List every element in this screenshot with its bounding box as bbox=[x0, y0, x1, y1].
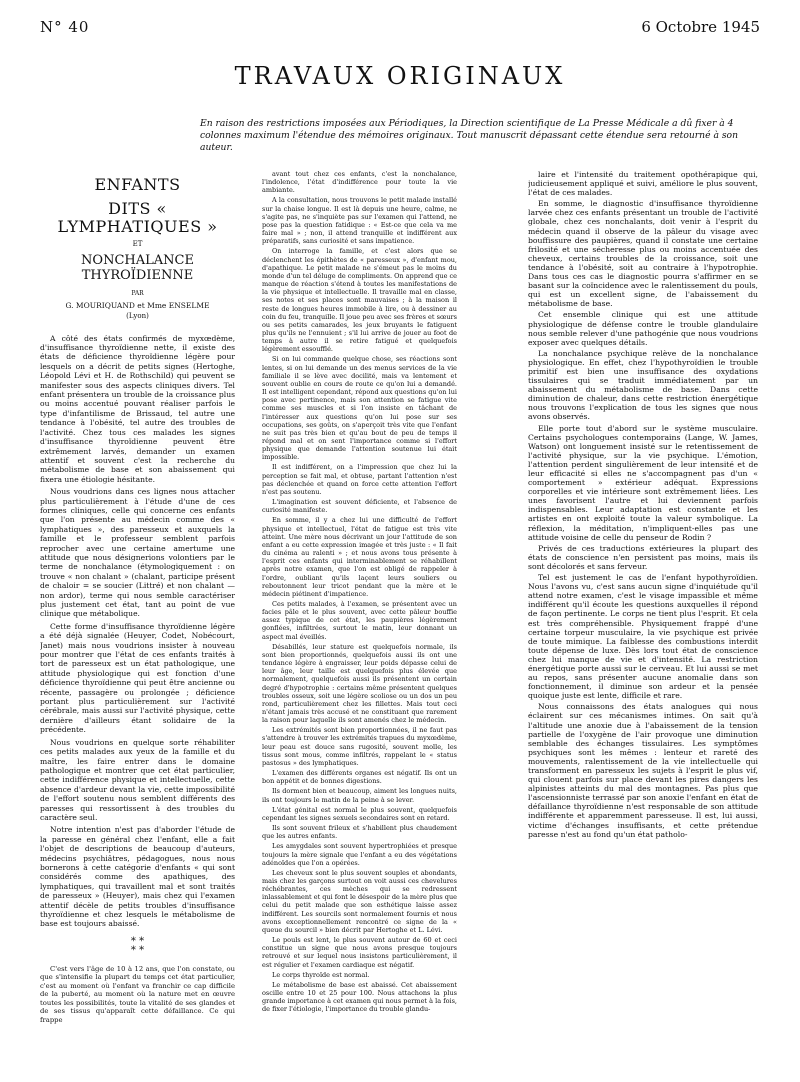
paragraph: Le corps thyroïde est normal. bbox=[272, 970, 370, 979]
paragraph: Le pouls est lent, le plus souvent autour de 60 et ceci constitue un signe que nous avons presque toujours retrouvé et sur lequel nous insistons particulièrement, il est régulier et l'examen cardiaque est négatif. bbox=[262, 936, 457, 969]
paragraph: Ces petits malades, à l'examen, se présentent avec un facies pâle et le plus souvent, avec cette pâleur bouffie assez typique de cet état, les paupières légèrement gonflées, infiltrées, surtout le matin, leur donnant un aspect mal éveillés. bbox=[262, 599, 457, 641]
paragraph: Ils sont souvent frileux et s'habillent plus chaudement que les autres enfants. bbox=[262, 824, 457, 841]
paragraph: L'état génital est normal le plus souvent, quelquefois cependant les signes sexuels secondaires sont en retard. bbox=[262, 805, 457, 822]
issue-number: N° 40 bbox=[40, 18, 90, 36]
article-subtitle: NONCHALANCE THYROÏDIENNE bbox=[81, 253, 194, 284]
paragraph: Les cheveux sont le plus souvent souples et abondants, mais chez les garçons surtout on voit aussi ces chevelures réchébrantes, ces mèches qui se redressent inlassablement et qui font le désespoir de la mère plus que celui du petit malade que son esthétique laisse assez indifférent. Les sourcils sont normalement fournis et nous avons exceptionnellement rencontré ce signe de la « queue du sourcil » bien décrit par Hertoghe et L. Lévi. bbox=[262, 868, 457, 934]
paragraph: Nous connaissons des états analogues qui nous éclairent sur ces mécanismes intimes. On sait qu'à l'altitude une anoxie due à l'abaissement de la tension partielle de l'oxygène de l'air provoque une diminution semblable des échanges tissulaires. Les symptômes psychiques sont les mêmes : lenteur et rareté des mouvements, ralentissement de la vie intellectuelle qui transforment en paresseux les sujets à l'esprit le plus vif, qui clouent parfois sur place devant les pires dangers les alpinistes atteints du mal des montagnes. Pas plus que l'ascensionniste terrassé par son anoxie l'enfant en état de défaillance thyroïdienne n'est responsable de son attitude indifférente et apparemment paresseuse. Il est, lui aussi, victime d'échanges insuffisants, et cette prétendue paresse n'est au fond qu'un état patholo- bbox=[528, 702, 758, 839]
paragraph: Privés de ces traductions extérieures la plupart des états de conscience n'en persistent pas moins, mais ils sont décolorés et sans ferveur. bbox=[528, 543, 758, 571]
column-1 bbox=[40, 170, 235, 1070]
paragraph: Cet ensemble clinique qui est une attitude physiologique de défense contre le trouble glandulaire nous semble relever d'une pathogénie que nous voudrions exposer avec quelques détails. bbox=[528, 310, 758, 347]
paragraph: Tel est justement le cas de l'enfant hypothyroïdien. Nous l'avons vu, c'est sans aucun signe d'inquiétude qu'il attend notre examen, c'est le visage impassible et même indifférent qu'il écoute les questions auxquelles il répond de façon pertinente. Le corps ne tient plus l'esprit. Et cela est très compréhensible. Physiquement frappé d'une certaine torpeur musculaire, la vie psychique est privée de toute mimique. La faiblesse des combustions interdit toute dépense de luxe. Dès lors tout état de conscience chez lui manque de vie et d'intensité. La restriction énergétique porte aussi sur le cerveau. Et lui aussi se met au repos, sans présenter aucune anomalie dans son fonctionnement, il diminue son ardeur et la pensée quoique juste est lente, difficile et rare. bbox=[528, 573, 758, 701]
column-3 bbox=[528, 170, 758, 1075]
paragraph: En somme, le diagnostic d'insuffisance thyroïdienne larvée chez ces enfants présentant un trouble de l'activité globale, chez ces nonchalants, doit venir à l'esprit du médecin quand il observe de la pâleur du visage avec bouffissure des paupières, quand il constate une certaine frilosité et une sécheresse plus ou moins accentuée des cheveux, certains troubles de la croissance, soit une tendance à l'obésité, soit au contraire à l'hypotrophie. Dans tous ces cas le diagnostic pourra s'affirmer en se basant sur la coïncidence avec le ralentissement du pouls, qui est un excellent signe, de l'abaissement du métabolisme de base. bbox=[528, 199, 758, 309]
editorial-note: En raison des restrictions imposées aux Périodiques, la Direction scientifique de La Presse Médicale a dû fixer à 4 colonnes maximum l'étendue des mémoires originaux. Tout manuscrit dépassant cette étendue sera retourné à son auteur. bbox=[200, 118, 739, 154]
paragraph: Désabillés, leur stature est quelquefois normale, ils sont bien proportionnés, quelquefois aussi ils ont une tendance légère à engraisser, leur poids dépasse celui de leur âge, leur taille est quelquefois plus élevée que normalement, quelquefois aussi ils présentent un certain degré d'hypotrophie : certains même présentent quelques troubles osseux, soit une légère scoliose ou un dos un peu rond, particulièrement chez les fillettes. Mais tout ceci n'étant jamais très accusé et ne constituant que rarement la raison pour laquelle ils sont amenés chez le médecin. bbox=[262, 642, 457, 725]
section-title: TRAVAUX ORIGINAUX bbox=[234, 62, 566, 90]
column-2 bbox=[262, 170, 457, 1075]
paragraph: avant tout chez ces enfants, c'est la nonchalance, l'indolence, l'état d'indifférence pour toute la vie ambiante. bbox=[262, 170, 457, 195]
paragraph: Le métabolisme de base est abaissé. Cet abaissement oscille entre 10 et 25 pour 100. Nous attachons la plus grande importance à cet examen qui nous permet à la fois, de fixer l'étiologie, l'importance du trouble glandu- bbox=[262, 980, 457, 1014]
paragraph: Ils dorment bien et beaucoup, aiment les longues nuits, ils ont toujours le matin de la peine à se lever. bbox=[262, 787, 457, 804]
paragraph: La nonchalance psychique relève de la nonchalance physiologique. En effet, chez l'hypothyroïdien le trouble primitif est bien une insuffisance des oxydations tissulaires qui se traduit immédiatement par un abaissement du métabolisme de base. Dans cette diminution de chaleur, dans cette restriction énergétique nous trouvons l'explication de tous les signes que nous avons observés. bbox=[528, 348, 758, 422]
paragraph: L'imagination est souvent déficiente, et l'absence de curiosité manifeste. bbox=[262, 498, 457, 515]
article-title-line-1: ENFANTS bbox=[94, 175, 181, 194]
paragraph: A côté des états confirmés de myxœdème, d'insuffisance thyroïdienne nette, il existe des états de déficience thyroïdienne légère pour lesquels on a décrit de petits signes (Hertoghe, Léopold Lévi et H. de Rothschild) qui peuvent se manifester sous des aspects cliniques divers. Tel enfant présentera un trouble de la croissance plus ou moins accentué pouvant réaliser parfois le type d'infantilisme de Brissaud, tel autre une tendance à l'obésité, tel autre des troubles de l'activité. Chez tous ces malades les signes d'insuffisance thyroïdienne peuvent être extrêmement larvés, demander un examen attentif et souvent c'est la recherche du métabolisme de base et son abaissement qui fixera une étiologie hésitante. bbox=[40, 333, 235, 484]
separator-stars: * * bbox=[130, 944, 145, 956]
separator-stars: * * bbox=[130, 935, 145, 947]
paragraph: Nous voudrions dans ces lignes nous attacher plus particulièrement à l'étude d'une de ces formes cliniques, celle qui concerne ces enfants que l'on présente au médecin comme des « lymphatiques », des paresseux et auxquels la famille et le professeur semblent parfois reprocher avec une certaine amertume une attitude que nous désignerions volontiers par le terme de nonchalance (étymologiquement : on trouve « non chalant » (chalant, participe présent de chaloir = se soucier (Littré) et non chalant — non ardor), terme qui nous semble caractériser plus justement cet état, tant au point de vue clinique que métabolique. bbox=[40, 487, 235, 619]
paragraph: Nous voudrions en quelque sorte réhabiliter ces petits malades aux yeux de la famille et du maître, les faire entrer dans le domaine pathologique et montrer que cet état particulier, cette indifférence physique et intellectuelle, cette absence d'ardeur devant la vie, cette impossibilité de l'effort soutenu nous semblent différents des paresses qui ressortissent à des troubles du caractère seul. bbox=[40, 737, 235, 822]
paragraph: On interroge la famille, et c'est alors que se déclenchent les épithètes de « paresseux », d'enfant mou, d'apathique. Le petit malade ne s'émeut pas le moins du monde d'un tel déluge de compliments. On apprend que ce manque de réaction s'étend à toutes les manifestations de la vie physique et intellectuelle. Il travaille mal en classe, ses notes et ses places sont mauvaises ; à la maison il reste de longues heures immobile à lire, ou à dessiner au coin du feu, tranquille. Il joue peu avec ses frères et sœurs ou ses petits camarades, les jeux bruyants le fatiguent plus qu'ils ne l'ennuient ; s'il lui arrive de jouer au foot de temps à autre il se retire fatigué et quelquefois légèrement essoufflé. bbox=[262, 247, 457, 354]
paragraph: Cette forme d'insuffisance thyroïdienne légère a été déjà signalée (Heuyer, Codet, Nobécourt, Janet) mais nous voudrions insister à nouveau pour montrer que l'état de ces enfants traités à tort de paresseux est un état pathologique, une attitude physiologique qui est fonction d'une déficience thyroïdienne qui peut être ancienne ou récente, passagère ou prolongée ; déficience portant plus particulièrement sur l'activité cérébrale, mais aussi sur l'activité physique, cette dernière d'ailleurs étant solidaire de la précédente. bbox=[40, 621, 235, 735]
paragraph: A la consultation, nous trouvons le petit malade installé sur la chaise longue. Il est là depuis une heure, calme, ne s'agite pas, ne s'inquiète pas sur l'examen qui l'attend, ne pose pas la question fatidique : « Est-ce que cela va me faire mal » ; non, il attend tranquille et indifférent aux préparatifs, sans curiosité et sans impatience. bbox=[262, 196, 457, 246]
paragraph: Les extrémités sont bien proportionnées, il ne faut pas s'attendre à trouver les extrémités trapues du myxœdème, leur peau est douce sans rugosité, souvent molle, les tissus sont mous, comme infiltrés, rappelant le « status pastosus » des lymphatiques. bbox=[262, 726, 457, 767]
paragraph: laire et l'intensité du traitement opothérapique qui, judicieusement appliqué et suivi, améliore le plus souvent, l'état de ces malades. bbox=[528, 170, 758, 198]
paragraph: Les amygdales sont souvent hypertrophiées et presque toujours la mère signale que l'enfant a eu des végétations adénoïdes que l'on a opérées. bbox=[262, 842, 457, 867]
page-header bbox=[40, 18, 760, 38]
byline-par: PAR bbox=[131, 290, 144, 298]
paragraph: Elle porte tout d'abord sur le système musculaire. Certains psychologues contemporains (Lange, W. James, Watson) ont longuement insisté sur le retentissement de l'activité physique, sur la vie psychique. L'émotion, l'attention perdent singulièrement de leur intensité et de leur efficacité si elles ne s'accompagnent pas d'un « comportement » extérieur adéquat. Expressions corporelles et vie intérieure sont extrêmement liées. Les unes favorisent l'autre et lui deviennent parfois indispensables. Leur adaptation est constante et les artistes en ont exploité toute la valeur symbolique. La réflexion, la méditation, n'impliquent-elles pas une attitude voisine de celle du penseur de Rodin ? bbox=[528, 423, 758, 542]
article-title-line-2: DITS « LYMPHATIQUES » bbox=[57, 199, 218, 236]
paragraph: L'examen des différents organes est négatif. Ils ont un bon appétit et de bonnes digestions. bbox=[262, 769, 457, 786]
issue-date: 6 Octobre 1945 bbox=[641, 18, 760, 36]
paragraph: C'est vers l'âge de 10 à 12 ans, que l'on constate, ou que s'intensifie la plupart du temps cet état particulier, c'est au moment où l'enfant va franchir ce cap difficile de la puberté, au moment où la nature met en œuvre toutes les possibilités, toute la vitalité de ses glandes et de ses tissus qu'apparaît cette défaillance. Ce qui frappe bbox=[40, 964, 235, 1024]
article-location: (Lyon) bbox=[126, 312, 149, 321]
paragraph: Si on lui commande quelque chose, ses réactions sont lentes, si on lui demande un des menus services de la vie familiale il se lève avec docilité, mais va lentement et souvent oublie en cours de route ce qu'on lui a demandé. Il est intelligent cependant, répond aux questions qu'on lui pose avec pertinence, mais son attention se fatigue vite comme ses muscles et si l'on insiste en tâchant de l'intéresser aux questions qu'on lui pose sur ses occupations, ses goûts, on s'aperçoit très vite que l'enfant ne suit pas très bien et qu'au bout de peu de temps il répond mal et on sent l'importance comme si l'effort physique que demande l'attention soutenue lui était impossible. bbox=[262, 355, 457, 462]
section-separator bbox=[40, 937, 235, 955]
article-title-conjunction: ET bbox=[132, 240, 143, 248]
article-authors: G. MOURIQUAND et Mme ENSELME bbox=[65, 300, 210, 310]
paragraph: Notre intention n'est pas d'aborder l'étude de la paresse en général chez l'enfant, elle a fait l'objet de descriptions de beaucoup d'auteurs, médecins psychiâtres, pédagogues, nous nous bornerons à cette catégorie d'enfants « qui sont considérés comme des apathiques, des lymphatiques, qui travaillent mal et sont traités de paresseux » (Heuyer), mais chez qui l'examen attentif décèle de petits troubles d'insuffisance thyroïdienne et chez lesquels le métabolisme de base est toujours abaissé. bbox=[40, 825, 235, 929]
paragraph: Il est indifférent, on a l'impression que chez lui la perception se fait mal, et obtuse, partant l'attention n'est pas déclenchée et quand on force cette attention l'effort n'est pas soutenu. bbox=[262, 463, 457, 496]
paragraph: En somme, il y a chez lui une difficulté de l'effort physique et intellectuel, l'état de fatigue est très vite atteint. Une mère nous décrivant un jour l'attitude de son enfant a eu cette expression imagée et très juste : « Il fait du cinéma au ralenti » ; et nous avons tous présente à l'esprit ces enfants qui interminablement se réhabillent après notre examen, que l'on est obligé de rappeler à l'ordre, oubliant qu'ils laçent leurs souliers ou reboutonnent leur tricot pendant que la mère et le médecin piétinent d'impatience. bbox=[262, 516, 457, 598]
